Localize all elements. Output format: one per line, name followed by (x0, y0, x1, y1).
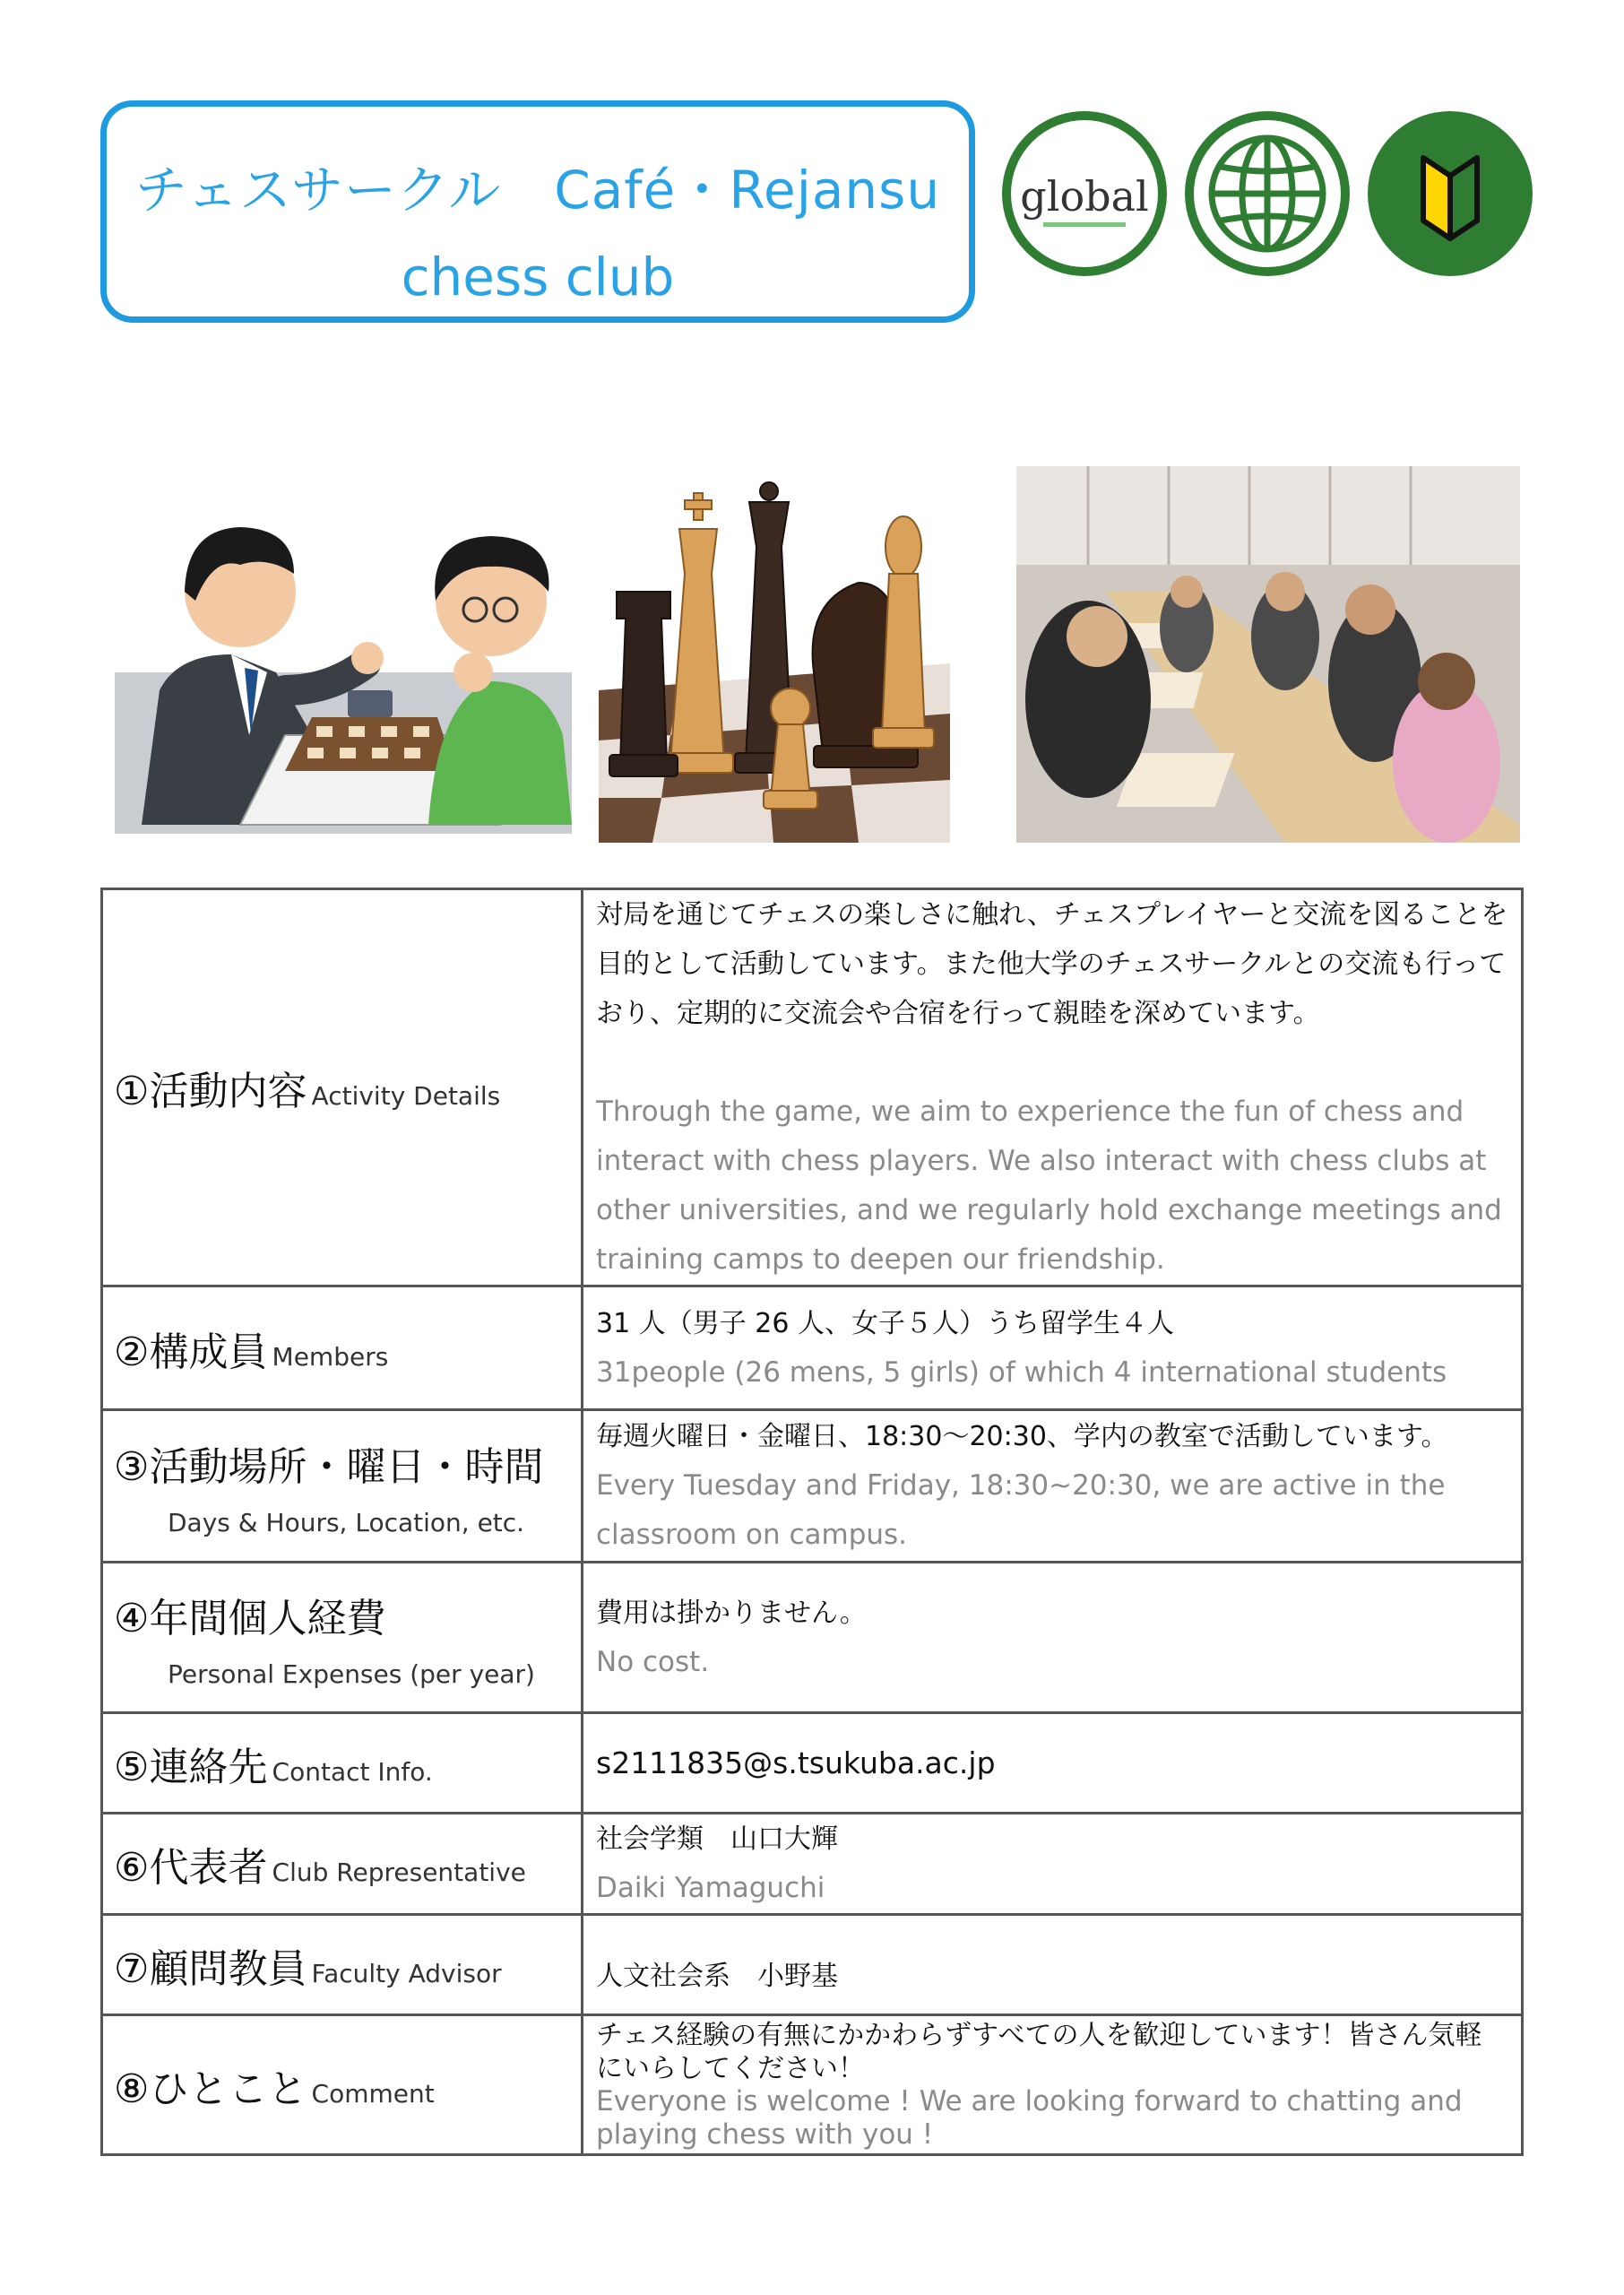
label-days-hours-location (102, 1410, 583, 1563)
content-club-representative (583, 1814, 1523, 1915)
row-contact-info (102, 1713, 1523, 1814)
content-en: No cost. (596, 1645, 710, 1678)
content-en: Daiki Yamaguchi (596, 1872, 825, 1904)
content-en: Every Tuesday and Friday, 18:30~20:30, we are active in the classroom on campus. (596, 1469, 1446, 1551)
club-title-jp: チェスサークル Café・Rejansu (134, 160, 941, 221)
row-activity-details (102, 889, 1523, 1286)
content-members (583, 1286, 1523, 1410)
row-personal-expenses (102, 1563, 1523, 1713)
label-jp: 年間個人経費 (149, 1596, 386, 1641)
label-activity-details (102, 889, 583, 1286)
label-en: Contact Info. (272, 1756, 433, 1787)
row-days-hours-location (102, 1410, 1523, 1563)
label-en: Members (272, 1341, 389, 1372)
row-number: ⑧ (114, 2066, 150, 2112)
label-jp: 連絡先 (149, 1744, 268, 1790)
row-number: ⑥ (114, 1845, 150, 1891)
row-number: ② (114, 1329, 150, 1375)
label-club-representative (102, 1814, 583, 1915)
label-en: Faculty Advisor (311, 1958, 502, 1988)
row-members (102, 1286, 1523, 1410)
label-personal-expenses (102, 1563, 583, 1713)
content-jp: 毎週火曜日・金曜日、18:30～20:30、学内の教室で活動しています。 (596, 1421, 1448, 1452)
label-contact-info (102, 1713, 583, 1814)
content-jp: 人文社会系 小野基 (596, 1961, 838, 1992)
content-en: Through the game, we aim to experience the fun of chess and interact with chess players. We also interact with chess clubs at other universities, and we regularly hold exchange meetings and training camps to deepen our friendship. (596, 1096, 1502, 1276)
row-comment (102, 2015, 1523, 2155)
content-personal-expenses (583, 1563, 1523, 1713)
row-club-representative (102, 1814, 1523, 1915)
players-illustration (106, 466, 581, 843)
content-jp: 対局を通じてチェスの楽しさに触れ、チェスプレイヤーと交流を図ることを目的として活動しています。また他大学のチェスサークルとの交流も行っており、定期的に交流会や合宿を行って親睦を深めています。 (596, 899, 1508, 1029)
globe-badge (1185, 111, 1350, 276)
label-en: Club Representative (272, 1858, 526, 1887)
content-contact-info (583, 1713, 1523, 1814)
row-number: ③ (114, 1444, 150, 1490)
label-jp: 構成員 (149, 1329, 268, 1375)
label-members (102, 1286, 583, 1410)
global-badge (1002, 111, 1167, 276)
content-jp: 費用は掛かりません。 (596, 1597, 867, 1629)
label-jp: ひとこと (149, 2066, 307, 2112)
content-activity-details (583, 889, 1523, 1286)
chess-pieces-illustration (599, 466, 950, 843)
content-jp: 31 人（男子 26 人、女子５人）うち留学生４人 (596, 1307, 1174, 1339)
content-comment (583, 2015, 1523, 2155)
label-en: Personal Expenses (per year) (168, 1659, 535, 1689)
label-en: Comment (311, 2078, 435, 2109)
content-faculty-advisor (583, 1915, 1523, 2015)
content-jp: チェス経験の有無にかかわらずすべての人を歓迎しています！皆さん気軽にいらしてください！ (596, 2019, 1482, 2084)
beginner-badge (1368, 111, 1533, 276)
label-en: Days & Hours, Location, etc. (168, 1508, 525, 1537)
label-comment (102, 2015, 583, 2155)
content-jp: 社会学類 山口大輝 (596, 1823, 838, 1855)
label-jp: 顧問教員 (149, 1945, 307, 1992)
content-days-hours-location (583, 1410, 1523, 1563)
row-number: ④ (114, 1596, 150, 1641)
globe-icon (1194, 120, 1341, 267)
global-badge-text: global (1020, 172, 1149, 221)
row-number: ⑦ (114, 1945, 150, 1992)
label-en: Activity Details (311, 1081, 501, 1111)
club-info-table (100, 888, 1524, 2156)
label-faculty-advisor (102, 1915, 583, 2015)
label-jp: 活動場所・曜日・時間 (149, 1444, 544, 1490)
row-number: ① (114, 1069, 150, 1114)
content-en: 31people (26 mens, 5 girls) of which 4 international students (596, 1355, 1447, 1389)
contact-email[interactable]: s2111835@s.tsukuba.ac.jp (596, 1745, 996, 1780)
label-jp: 代表者 (149, 1845, 268, 1891)
beginner-mark-icon (1368, 111, 1533, 276)
row-faculty-advisor (102, 1915, 1523, 2015)
club-title-box (100, 100, 975, 323)
label-jp: 活動内容 (149, 1069, 307, 1114)
row-number: ⑤ (114, 1744, 150, 1790)
content-en: Everyone is welcome ! We are looking forward to chatting and playing chess with you ! (596, 2084, 1463, 2151)
club-title-en: chess club (401, 247, 675, 307)
club-photo (1016, 466, 1520, 843)
